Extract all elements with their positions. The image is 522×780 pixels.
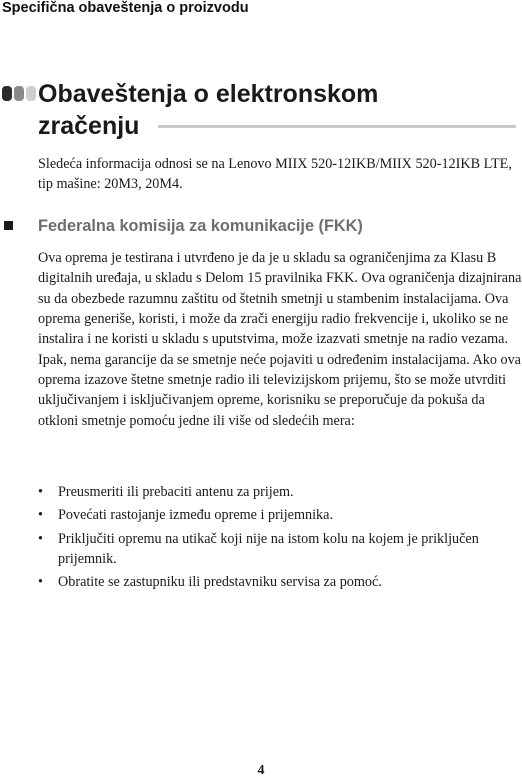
measures-list (38, 482, 518, 596)
bullet-icon: • (38, 530, 43, 547)
title-rule (158, 125, 516, 128)
intro-paragraph: Sledeća informacija odnosi se na Lenovo MIIX 520-12IKB/MIIX 520-12IKB LTE, tip mašine: 20M3, 20M4. (38, 156, 512, 192)
list-item-text: Povećati rastojanje između opreme i prijemnika. (58, 507, 333, 524)
section-title (38, 78, 378, 142)
list-item-text: Obratite se zastupniku ili predstavniku servisa za pomoć. (58, 574, 382, 591)
bullet-icon: • (38, 484, 43, 500)
running-header: Specifična obaveštenja o proizvodu (2, 0, 249, 16)
section-title-line1: Obaveštenja o elektronskom (38, 80, 379, 108)
fcc-heading (0, 215, 522, 237)
square-bullet-icon (4, 221, 13, 230)
three-dots-bullets-icon (2, 86, 36, 102)
fcc-body-paragraph: Ova oprema je testirana i utvrđeno je da je u skladu sa ograničenjima za Klasu B digitalnih uređaja, u skladu s Delom 15 pravilnika FKK. Ova ograničenja dizajnirana su da obezbede razumnu zaštitu od štetnih smetnji u stambenim instalacijama. Ova oprema generiše, koristi, i može da zrači energiju radio frekvencije i, ukoliko se ne instalira i ne koristi u skladu s uputstvima, može izazvati smetnje na radio vezama. Ipak, nema garancije da se smetnje neće pojaviti u određenim instalacijama. Ako ova oprema izazove štetne smetnje radio ili televizijskom prijemu, što se može utvrditi uključivanjem i isključivanjem opreme, korisniku se preporučuje da pokuša da otkloni smetnje pomoću jedne ili više od sledećih mera: (38, 250, 522, 429)
list-item (38, 482, 518, 502)
bullet-icon: • (38, 574, 43, 591)
list-item (38, 572, 518, 592)
page-number: 4 (257, 763, 265, 778)
list-item-text: Preusmeriti ili prebaciti antenu za prijem. (58, 484, 294, 500)
section-title-line2: zračenju (38, 112, 140, 140)
list-item (38, 505, 518, 525)
list-item (38, 529, 518, 570)
list-item-text: Priključiti opremu na utikač koji nije na istom kolu na kojem je priključen prijemnik. (58, 530, 479, 568)
bullet-icon: • (38, 507, 43, 524)
fcc-heading-text: Federalna komisija za komunikacije (FKK) (38, 217, 363, 235)
